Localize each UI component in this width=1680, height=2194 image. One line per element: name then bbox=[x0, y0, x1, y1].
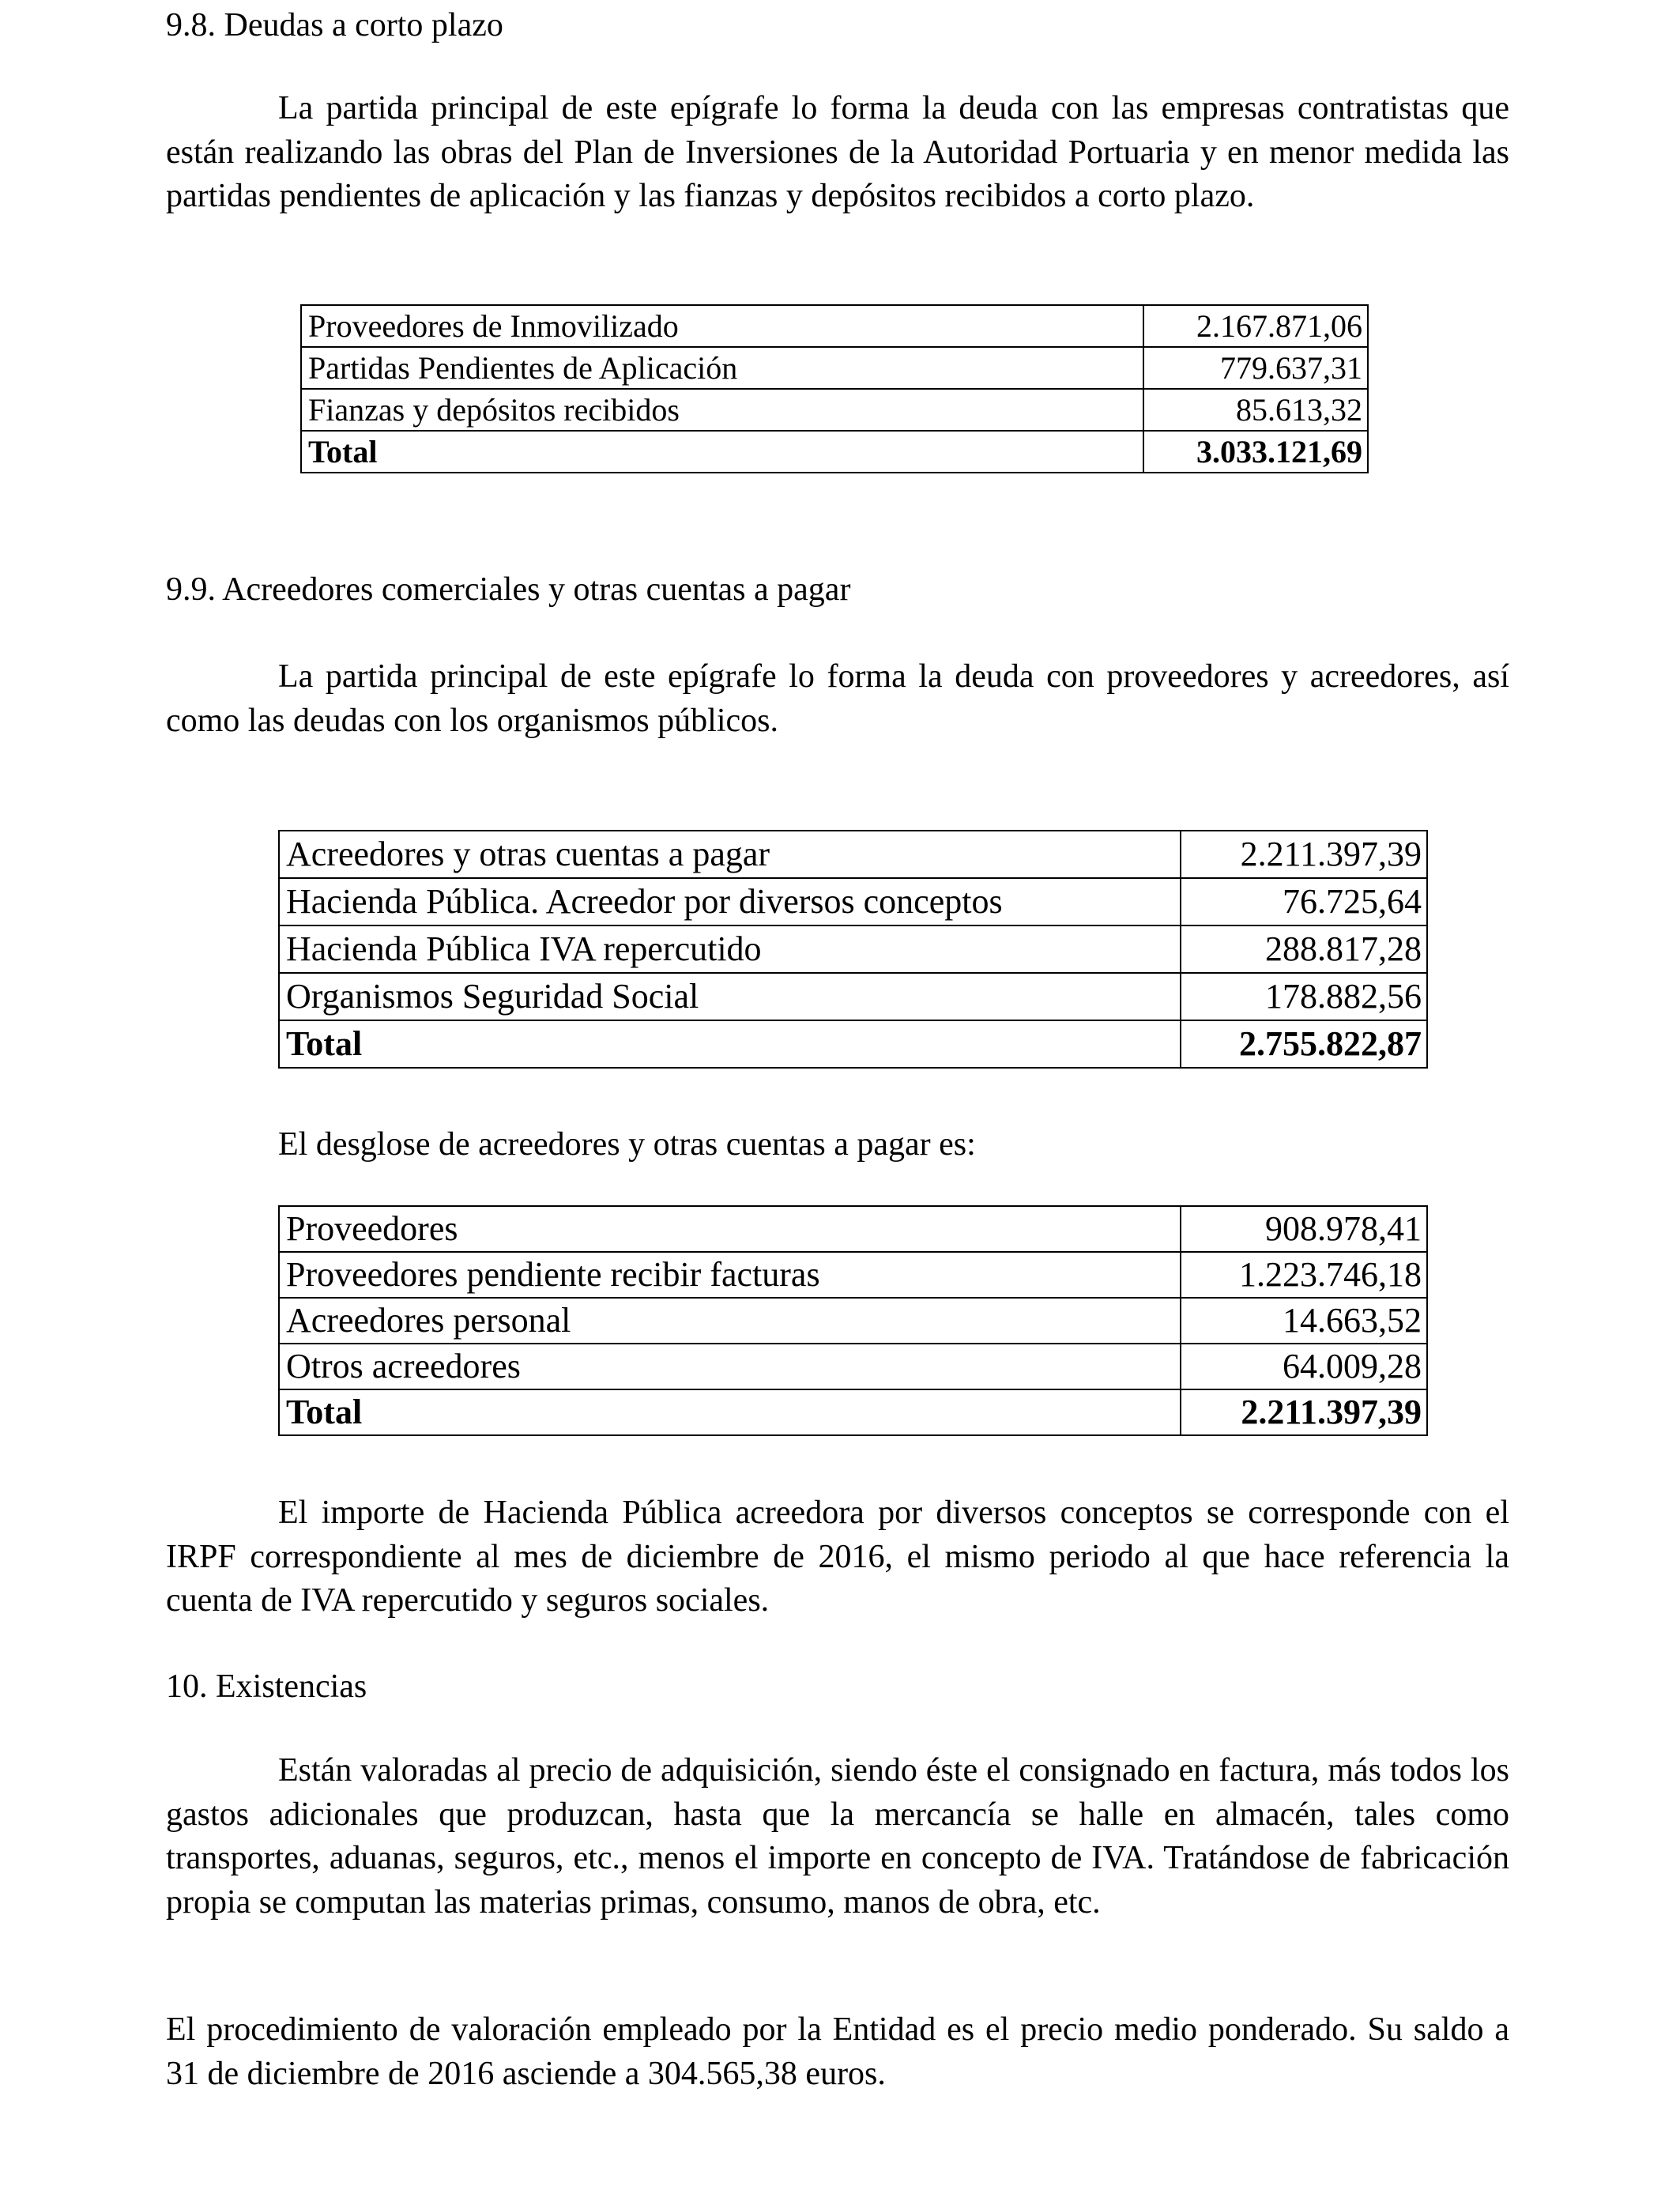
row-label: Partidas Pendientes de Aplicación bbox=[301, 347, 1143, 389]
paragraph-deudas-corto-plazo: La partida principal de este epígrafe lo forma la deuda con las empresas contratistas que están realizando las obras del Plan de Inversiones de la Autoridad Portuaria y en menor medida las partidas pendientes de aplicación y las fianzas y depósitos recibidos a corto plazo. bbox=[166, 90, 1509, 214]
table-row bbox=[279, 1344, 1427, 1389]
row-value: 908.978,41 bbox=[1181, 1206, 1427, 1252]
table-acreedores bbox=[278, 830, 1428, 1069]
table-row bbox=[279, 1252, 1427, 1298]
row-label: Acreedores personal bbox=[279, 1298, 1181, 1344]
row-label: Acreedores y otras cuentas a pagar bbox=[279, 831, 1181, 878]
total-value: 2.755.822,87 bbox=[1181, 1020, 1427, 1068]
row-value: 14.663,52 bbox=[1181, 1298, 1427, 1344]
table-row bbox=[279, 973, 1427, 1020]
paragraph-acreedores: La partida principal de este epígrafe lo forma la deuda con proveedores y acreedores, así como las deudas con los organismos públicos. bbox=[166, 658, 1509, 739]
table-row bbox=[279, 925, 1427, 973]
table-row bbox=[301, 347, 1368, 389]
row-value: 288.817,28 bbox=[1181, 925, 1427, 973]
paragraph-procedimiento-valoracion: El procedimiento de valoración empleado por la Entidad es el precio medio ponderado. Su saldo a 31 de diciembre de 2016 asciende a 304.565,38 euros. bbox=[166, 2011, 1509, 2092]
row-label: Fianzas y depósitos recibidos bbox=[301, 389, 1143, 431]
row-label: Otros acreedores bbox=[279, 1344, 1181, 1389]
section-heading-deudas-corto-plazo: 9.8. Deudas a corto plazo bbox=[166, 7, 503, 43]
row-value: 76.725,64 bbox=[1181, 878, 1427, 925]
row-label: Hacienda Pública IVA repercutido bbox=[279, 925, 1181, 973]
row-label: Organismos Seguridad Social bbox=[279, 973, 1181, 1020]
table-total-row bbox=[301, 431, 1368, 473]
row-value: 1.223.746,18 bbox=[1181, 1252, 1427, 1298]
row-value: 64.009,28 bbox=[1181, 1344, 1427, 1389]
table-total-row bbox=[279, 1020, 1427, 1068]
total-label: Total bbox=[301, 431, 1143, 473]
total-label: Total bbox=[279, 1020, 1181, 1068]
row-label: Hacienda Pública. Acreedor por diversos conceptos bbox=[279, 878, 1181, 925]
breakdown-intro: El desglose de acreedores y otras cuentas a pagar es: bbox=[278, 1126, 976, 1163]
paragraph-existencias: Están valoradas al precio de adquisición, siendo éste el consignado en factura, más todos los gastos adicionales que produzcan, hasta que la mercancía se halle en almacén, tales como transportes, aduanas, seguros, etc., menos el importe en concepto de IVA. Tratándose de fabricación propia se computan las materias primas, consumo, manos de obra, etc. bbox=[166, 1752, 1509, 1921]
table-deudas-corto-plazo bbox=[300, 304, 1369, 473]
row-label: Proveedores bbox=[279, 1206, 1181, 1252]
table-row bbox=[301, 305, 1368, 347]
table-total-row bbox=[279, 1389, 1427, 1435]
table-row bbox=[279, 1298, 1427, 1344]
table-row bbox=[279, 1206, 1427, 1252]
paragraph-hacienda-publica: El importe de Hacienda Pública acreedora por diversos conceptos se corresponde con el IRPF correspondiente al mes de diciembre de 2016, el mismo periodo al que hace referencia la cuenta de IVA repercutido y seguros sociales. bbox=[166, 1495, 1509, 1619]
table-row bbox=[301, 389, 1368, 431]
row-value: 2.211.397,39 bbox=[1181, 831, 1427, 878]
row-value: 85.613,32 bbox=[1143, 389, 1368, 431]
table-row bbox=[279, 831, 1427, 878]
row-value: 779.637,31 bbox=[1143, 347, 1368, 389]
row-label: Proveedores de Inmovilizado bbox=[301, 305, 1143, 347]
table-row bbox=[279, 878, 1427, 925]
row-value: 178.882,56 bbox=[1181, 973, 1427, 1020]
row-value: 2.167.871,06 bbox=[1143, 305, 1368, 347]
total-label: Total bbox=[279, 1389, 1181, 1435]
section-heading-existencias: 10. Existencias bbox=[166, 1668, 367, 1705]
table-desglose-acreedores bbox=[278, 1205, 1428, 1436]
total-value: 3.033.121,69 bbox=[1143, 431, 1368, 473]
total-value: 2.211.397,39 bbox=[1181, 1389, 1427, 1435]
section-heading-acreedores: 9.9. Acreedores comerciales y otras cuentas a pagar bbox=[166, 571, 851, 608]
row-label: Proveedores pendiente recibir facturas bbox=[279, 1252, 1181, 1298]
